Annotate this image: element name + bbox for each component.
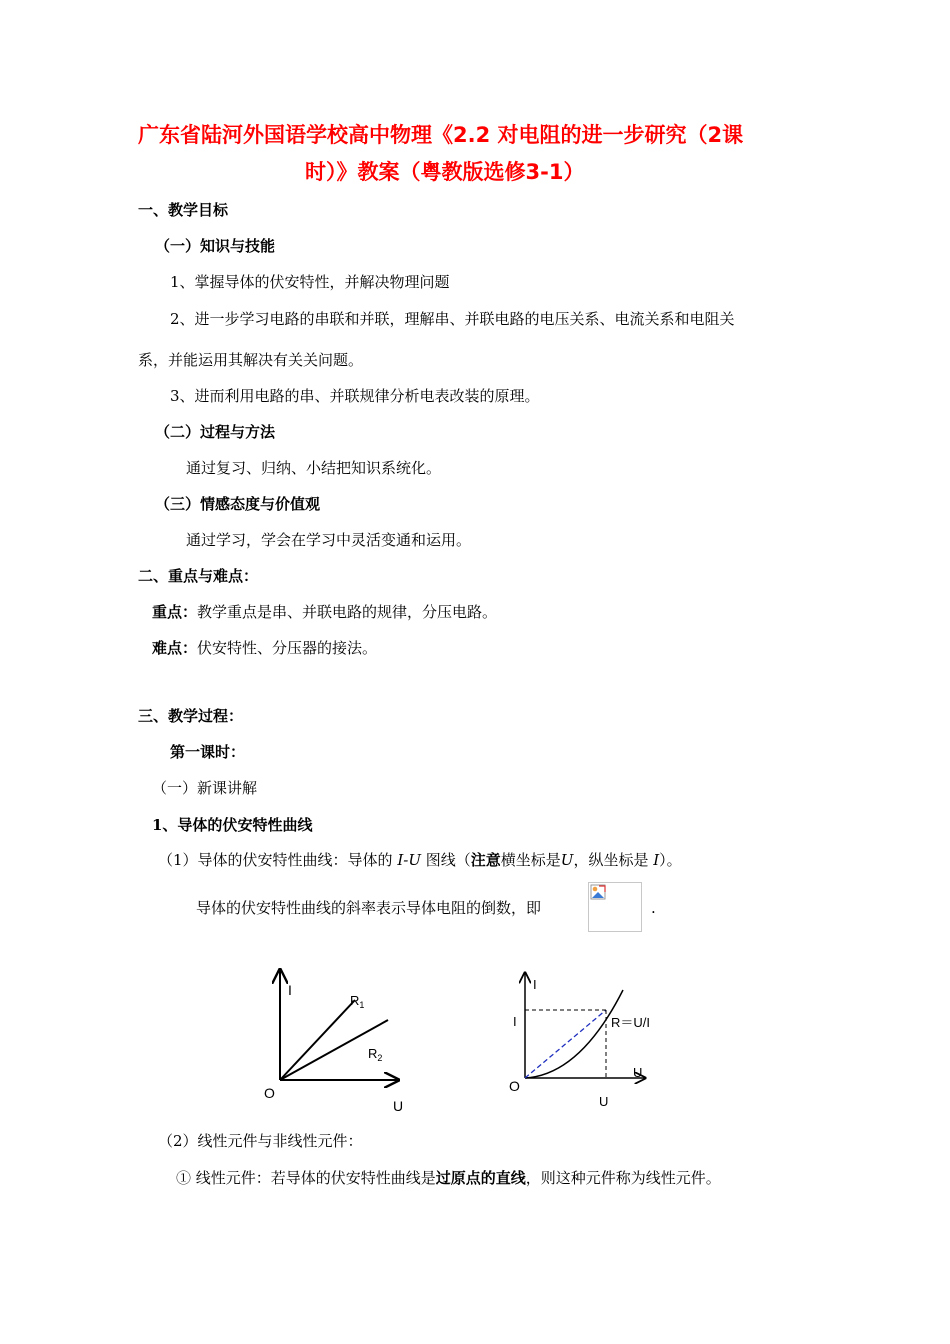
section-heading-objectives: 一、教学目标 [138,201,229,219]
linear-nonlinear-heading: （2）线性元件与非线性元件： [158,1132,363,1150]
text-segment: ① 线性元件：若导体的伏安特性曲线是 [176,1169,436,1187]
graph1-y-label: I [288,982,292,998]
iu-curve-definition [158,850,682,870]
iu-graph-linear [260,965,410,1115]
paragraph-2b: 系，并能运用其解决有关关问题。 [138,351,364,369]
graph2-formula: R＝U/I [611,1015,651,1030]
document-title-line1: 广东省陆河外国语学校高中物理《2.2 对电阻的进一步研究（2课 [138,123,744,147]
key-point-label: 重点： [152,603,198,621]
graph1-origin-label: O [264,1085,275,1101]
document-title-line2: 时）》教案（粤教版选修3-1） [305,160,585,184]
topic-heading: 1、导体的伏安特性曲线 [152,816,313,834]
paragraph-1: 1、掌握导体的伏安特性，并解决物理问题 [170,273,450,291]
broken-image-icon [590,884,606,900]
lesson-heading: 第一课时： [170,743,246,761]
section-heading-process: 三、教学过程： [138,707,244,725]
graph2-y-label: I [533,977,537,992]
graph1-r1-label: $R_1$ [350,993,365,1010]
broken-image-placeholder [588,882,642,932]
paragraph-4: 通过复习、归纳、小结把知识系统化。 [186,459,442,477]
graph1-x-label: U [393,1098,404,1114]
iu-symbol: I-U [397,851,421,869]
difficulty-text: 伏安特性、分压器的接法。 [197,639,378,657]
paragraph-2a: 2、进一步学习电路的串联和并联，理解串、并联电路的电压关系、电流关系和电阻关 [170,310,735,328]
chord-line [525,1010,606,1078]
graph2-i-mark: I [513,1014,517,1029]
key-point-line [152,602,497,622]
difficulty-line [152,638,377,658]
graph2-x-label: U [633,1065,643,1080]
text-segment: ，纵坐标是 [573,851,654,869]
line-r1 [280,1000,355,1080]
part-heading: （一）新课讲解 [152,779,258,797]
subheading-attitude: （三）情感态度与价值观 [155,495,321,513]
origin-line-emphasis: 过原点的直线 [435,1169,526,1187]
graph1-r2-label: $R_2$ [368,1046,383,1063]
text-segment: （1）导体的伏安特性曲线：导体的 [158,851,398,869]
difficulty-label: 难点： [152,639,198,657]
graph2-origin-label: O [509,1078,520,1094]
key-point-text: 教学重点是串、并联电路的规律，分压电路。 [197,603,498,621]
subheading-knowledge: （一）知识与技能 [155,237,276,255]
note-emphasis: 注意 [470,851,501,869]
text-segment: ）。 [659,851,682,869]
linear-element-definition [176,1168,721,1188]
subheading-process: （二）过程与方法 [155,423,276,441]
i-symbol: I [653,851,660,869]
iu-graph-nonlinear [505,965,675,1115]
paragraph-5: 通过学习，学会在学习中灵活变通和运用。 [186,531,472,549]
text-segment: 图线（ [420,851,471,869]
graph2-u-mark: U [599,1094,609,1109]
section-heading-keypoints: 二、重点与难点： [138,567,259,585]
slope-period: . [651,899,656,917]
u-symbol: U [560,851,574,869]
text-segment: 横坐标是 [500,851,561,869]
characteristic-curve [525,990,623,1078]
paragraph-3: 3、进而利用电路的串、并联规律分析电表改装的原理。 [170,387,540,405]
slope-description: 导体的伏安特性曲线的斜率表示导体电阻的倒数，即 [196,899,542,917]
text-segment: ，则这种元件称为线性元件。 [525,1169,721,1187]
